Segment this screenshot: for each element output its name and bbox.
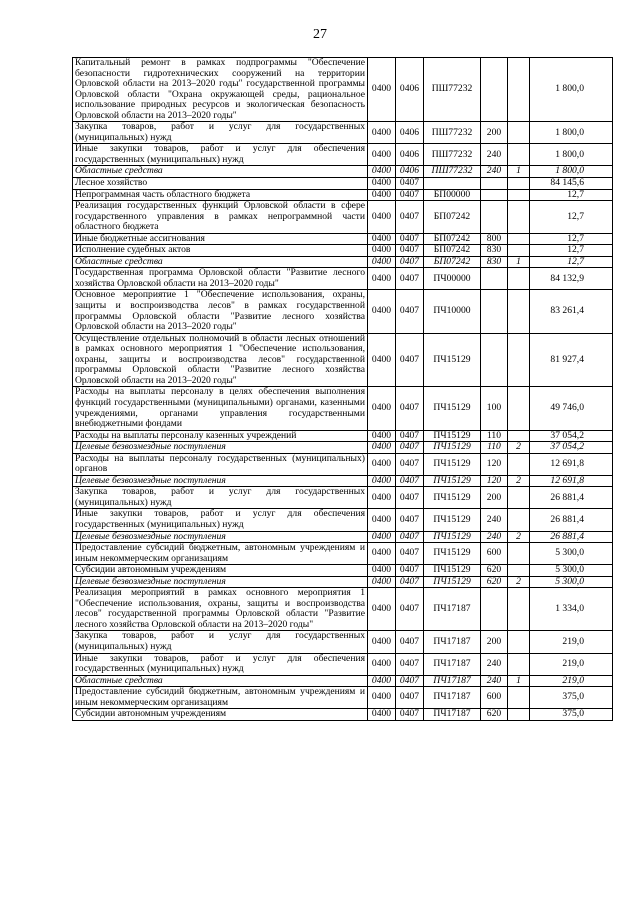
amount-cell: 12,7	[530, 256, 613, 268]
subsection-code-cell: 0407	[396, 487, 424, 509]
amount-cell: 12 691,8	[530, 475, 613, 487]
section-code-cell: 0400	[368, 675, 396, 687]
funding-source-cell	[508, 333, 530, 387]
expense-type-cell: 110	[481, 430, 508, 442]
table-row	[73, 58, 613, 122]
target-article-cell: ПЧ15129	[424, 333, 481, 387]
funding-source-cell	[508, 245, 530, 257]
funding-source-cell	[508, 588, 530, 631]
table-row	[73, 576, 613, 588]
section-code-cell: 0400	[368, 509, 396, 531]
row-name-cell: Областные средства	[73, 256, 368, 268]
amount-cell: 37 054,2	[530, 442, 613, 454]
row-name-cell: Расходы на выплаты персоналу государственных (муниципальных) органов	[73, 453, 368, 475]
expense-type-cell: 800	[481, 233, 508, 245]
section-code-cell: 0400	[368, 166, 396, 178]
section-code-cell: 0400	[368, 653, 396, 675]
row-name-cell: Иные бюджетные ассигнования	[73, 233, 368, 245]
funding-source-cell	[508, 487, 530, 509]
funding-source-cell	[508, 543, 530, 565]
row-name-cell: Реализация мероприятий в рамках основного мероприятия 1 "Обеспечение использования, охраны, защиты и воспроизводства лесов" государственной программы Орловской области "Развитие лесного хозяйства Орловской области на 2013–2020 годы"	[73, 588, 368, 631]
section-code-cell: 0400	[368, 442, 396, 454]
expense-type-cell: 200	[481, 631, 508, 653]
target-article-cell: ПЧ17187	[424, 653, 481, 675]
subsection-code-cell: 0406	[396, 58, 424, 122]
subsection-code-cell: 0407	[396, 268, 424, 290]
expense-type-cell	[481, 268, 508, 290]
funding-source-cell	[508, 178, 530, 190]
table-row	[73, 430, 613, 442]
subsection-code-cell: 0407	[396, 333, 424, 387]
target-article-cell: ПЧ15129	[424, 430, 481, 442]
expense-type-cell: 120	[481, 475, 508, 487]
row-name-cell: Субсидии автономным учреждениям	[73, 709, 368, 721]
row-name-cell: Осуществление отдельных полномочий в области лесных отношений в рамках основного мероприятия 1 "Обеспечение использования, охраны, защиты и воспроизводства лесов" государственной программы Орловской области "Развитие лесного хозяйства Орловской области на 2013–2020 годы"	[73, 333, 368, 387]
expense-type-cell: 830	[481, 256, 508, 268]
amount-cell: 219,0	[530, 631, 613, 653]
section-code-cell: 0400	[368, 189, 396, 201]
expense-type-cell: 110	[481, 442, 508, 454]
funding-source-cell	[508, 189, 530, 201]
subsection-code-cell: 0407	[396, 653, 424, 675]
funding-source-cell	[508, 509, 530, 531]
target-article-cell: ПЧ15129	[424, 475, 481, 487]
table-row	[73, 543, 613, 565]
funding-source-cell	[508, 387, 530, 430]
section-code-cell: 0400	[368, 430, 396, 442]
section-code-cell: 0400	[368, 687, 396, 709]
expense-type-cell: 200	[481, 122, 508, 144]
funding-source-cell: 2	[508, 576, 530, 588]
subsection-code-cell: 0407	[396, 189, 424, 201]
subsection-code-cell: 0407	[396, 509, 424, 531]
section-code-cell: 0400	[368, 256, 396, 268]
amount-cell: 84 145,6	[530, 178, 613, 190]
funding-source-cell	[508, 653, 530, 675]
funding-source-cell	[508, 687, 530, 709]
section-code-cell: 0400	[368, 333, 396, 387]
subsection-code-cell: 0407	[396, 675, 424, 687]
table-row	[73, 509, 613, 531]
section-code-cell: 0400	[368, 631, 396, 653]
amount-cell: 5 300,0	[530, 565, 613, 577]
target-article-cell: ПЧ15129	[424, 387, 481, 430]
target-article-cell: ПШ77232	[424, 166, 481, 178]
funding-source-cell: 1	[508, 675, 530, 687]
amount-cell: 1 800,0	[530, 144, 613, 166]
table-row	[73, 687, 613, 709]
table-row	[73, 631, 613, 653]
target-article-cell: ПЧ15129	[424, 509, 481, 531]
table-row	[73, 189, 613, 201]
amount-cell: 1 800,0	[530, 58, 613, 122]
subsection-code-cell: 0407	[396, 442, 424, 454]
amount-cell: 12,7	[530, 245, 613, 257]
funding-source-cell: 2	[508, 442, 530, 454]
section-code-cell: 0400	[368, 233, 396, 245]
subsection-code-cell: 0406	[396, 166, 424, 178]
amount-cell: 375,0	[530, 709, 613, 721]
expense-type-cell: 240	[481, 675, 508, 687]
expense-type-cell: 240	[481, 509, 508, 531]
subsection-code-cell: 0407	[396, 565, 424, 577]
row-name-cell: Расходы на выплаты персоналу в целях обеспечения выполнения функций государственными (муниципальными) органами, казенными учреждениями, органами управления государственными внебюджетными фондами	[73, 387, 368, 430]
row-name-cell: Реализация государственных функций Орловской области в сфере государственного управления в рамках непрограммной части областного бюджета	[73, 201, 368, 234]
expense-type-cell	[481, 201, 508, 234]
row-name-cell: Целевые безвозмездные поступления	[73, 442, 368, 454]
expense-type-cell: 240	[481, 166, 508, 178]
funding-source-cell	[508, 144, 530, 166]
expense-type-cell: 830	[481, 245, 508, 257]
table-row	[73, 475, 613, 487]
funding-source-cell	[508, 709, 530, 721]
subsection-code-cell: 0407	[396, 631, 424, 653]
row-name-cell: Непрограммная часть областного бюджета	[73, 189, 368, 201]
amount-cell: 1 334,0	[530, 588, 613, 631]
target-article-cell: ПЧ15129	[424, 543, 481, 565]
target-article-cell: ПШ77232	[424, 122, 481, 144]
amount-cell: 26 881,4	[530, 531, 613, 543]
expense-type-cell: 620	[481, 709, 508, 721]
row-name-cell: Иные закупки товаров, работ и услуг для обеспечения государственных (муниципальных) нужд	[73, 144, 368, 166]
target-article-cell: ПЧ17187	[424, 588, 481, 631]
budget-table-body	[73, 58, 613, 721]
section-code-cell: 0400	[368, 245, 396, 257]
subsection-code-cell: 0407	[396, 531, 424, 543]
table-row	[73, 333, 613, 387]
amount-cell: 375,0	[530, 687, 613, 709]
row-name-cell: Целевые безвозмездные поступления	[73, 475, 368, 487]
target-article-cell: ПЧ00000	[424, 268, 481, 290]
amount-cell: 37 054,2	[530, 430, 613, 442]
funding-source-cell	[508, 430, 530, 442]
target-article-cell: БП07242	[424, 201, 481, 234]
section-code-cell: 0400	[368, 387, 396, 430]
target-article-cell: ПЧ15129	[424, 487, 481, 509]
funding-source-cell: 1	[508, 166, 530, 178]
subsection-code-cell: 0407	[396, 256, 424, 268]
table-row	[73, 166, 613, 178]
row-name-cell: Предоставление субсидий бюджетным, автономным учреждениям и иным некоммерческим организациям	[73, 687, 368, 709]
row-name-cell: Закупка товаров, работ и услуг для государственных (муниципальных) нужд	[73, 631, 368, 653]
subsection-code-cell: 0407	[396, 178, 424, 190]
subsection-code-cell: 0407	[396, 709, 424, 721]
expense-type-cell: 600	[481, 687, 508, 709]
row-name-cell: Предоставление субсидий бюджетным, автономным учреждениям и иным некоммерческим организациям	[73, 543, 368, 565]
funding-source-cell	[508, 290, 530, 333]
table-row	[73, 442, 613, 454]
table-row	[73, 453, 613, 475]
subsection-code-cell: 0407	[396, 387, 424, 430]
target-article-cell: БП07242	[424, 245, 481, 257]
row-name-cell: Иные закупки товаров, работ и услуг для обеспечения государственных (муниципальных) нужд	[73, 509, 368, 531]
amount-cell: 1 800,0	[530, 166, 613, 178]
table-row	[73, 233, 613, 245]
subsection-code-cell: 0407	[396, 576, 424, 588]
row-name-cell: Исполнение судебных актов	[73, 245, 368, 257]
expense-type-cell: 240	[481, 653, 508, 675]
table-row	[73, 256, 613, 268]
section-code-cell: 0400	[368, 576, 396, 588]
expense-type-cell: 240	[481, 531, 508, 543]
amount-cell: 26 881,4	[530, 487, 613, 509]
amount-cell: 5 300,0	[530, 543, 613, 565]
expense-type-cell: 600	[481, 543, 508, 565]
row-name-cell: Областные средства	[73, 675, 368, 687]
amount-cell: 83 261,4	[530, 290, 613, 333]
amount-cell: 81 927,4	[530, 333, 613, 387]
expense-type-cell	[481, 588, 508, 631]
expense-type-cell: 200	[481, 487, 508, 509]
table-row	[73, 178, 613, 190]
target-article-cell: ПЧ17187	[424, 709, 481, 721]
expense-type-cell	[481, 290, 508, 333]
row-name-cell: Субсидии автономным учреждениям	[73, 565, 368, 577]
subsection-code-cell: 0407	[396, 453, 424, 475]
subsection-code-cell: 0407	[396, 430, 424, 442]
row-name-cell: Расходы на выплаты персоналу казенных учреждений	[73, 430, 368, 442]
amount-cell: 219,0	[530, 653, 613, 675]
target-article-cell: ПЧ15129	[424, 531, 481, 543]
table-row	[73, 122, 613, 144]
row-name-cell: Основное мероприятие 1 "Обеспечение использования, охраны, защиты и воспроизводства лесов" в рамках государственной программы Орловской области "Развитие лесного хозяйства Орловской области на 2013–2020 годы"	[73, 290, 368, 333]
expense-type-cell: 620	[481, 565, 508, 577]
page-number: 27	[313, 27, 327, 42]
table-row	[73, 709, 613, 721]
subsection-code-cell: 0406	[396, 144, 424, 166]
target-article-cell: ПЧ15129	[424, 442, 481, 454]
table-row	[73, 588, 613, 631]
target-article-cell	[424, 178, 481, 190]
table-row	[73, 531, 613, 543]
target-article-cell: ПЧ15129	[424, 576, 481, 588]
funding-source-cell	[508, 201, 530, 234]
amount-cell: 12,7	[530, 201, 613, 234]
target-article-cell: ПЧ17187	[424, 687, 481, 709]
section-code-cell: 0400	[368, 487, 396, 509]
row-name-cell: Закупка товаров, работ и услуг для государственных (муниципальных) нужд	[73, 487, 368, 509]
funding-source-cell	[508, 565, 530, 577]
funding-source-cell	[508, 631, 530, 653]
row-name-cell: Областные средства	[73, 166, 368, 178]
subsection-code-cell: 0407	[396, 290, 424, 333]
subsection-code-cell: 0407	[396, 543, 424, 565]
amount-cell: 219,0	[530, 675, 613, 687]
subsection-code-cell: 0407	[396, 245, 424, 257]
section-code-cell: 0400	[368, 201, 396, 234]
row-name-cell: Государственная программа Орловской области "Развитие лесного хозяйства Орловской области на 2013–2020 годы"	[73, 268, 368, 290]
expense-type-cell: 240	[481, 144, 508, 166]
amount-cell: 5 300,0	[530, 576, 613, 588]
table-row	[73, 487, 613, 509]
section-code-cell: 0400	[368, 268, 396, 290]
row-name-cell: Целевые безвозмездные поступления	[73, 576, 368, 588]
section-code-cell: 0400	[368, 58, 396, 122]
funding-source-cell	[508, 233, 530, 245]
expense-type-cell	[481, 58, 508, 122]
subsection-code-cell: 0407	[396, 588, 424, 631]
funding-source-cell: 2	[508, 531, 530, 543]
section-code-cell: 0400	[368, 178, 396, 190]
amount-cell: 12,7	[530, 189, 613, 201]
target-article-cell: БП00000	[424, 189, 481, 201]
section-code-cell: 0400	[368, 144, 396, 166]
funding-source-cell	[508, 268, 530, 290]
funding-source-cell: 2	[508, 475, 530, 487]
target-article-cell: ПЧ17187	[424, 675, 481, 687]
expense-type-cell	[481, 333, 508, 387]
table-row	[73, 653, 613, 675]
expense-type-cell: 100	[481, 387, 508, 430]
target-article-cell: ПЧ17187	[424, 631, 481, 653]
target-article-cell: ПШ77232	[424, 144, 481, 166]
section-code-cell: 0400	[368, 531, 396, 543]
expense-type-cell	[481, 178, 508, 190]
table-row	[73, 268, 613, 290]
amount-cell: 1 800,0	[530, 122, 613, 144]
section-code-cell: 0400	[368, 475, 396, 487]
amount-cell: 26 881,4	[530, 509, 613, 531]
row-name-cell: Целевые безвозмездные поступления	[73, 531, 368, 543]
subsection-code-cell: 0407	[396, 687, 424, 709]
row-name-cell: Закупка товаров, работ и услуг для государственных (муниципальных) нужд	[73, 122, 368, 144]
funding-source-cell	[508, 58, 530, 122]
funding-source-cell	[508, 122, 530, 144]
target-article-cell: ПЧ15129	[424, 565, 481, 577]
table-row	[73, 245, 613, 257]
section-code-cell: 0400	[368, 565, 396, 577]
amount-cell: 84 132,9	[530, 268, 613, 290]
target-article-cell: ПЧ10000	[424, 290, 481, 333]
expense-type-cell: 120	[481, 453, 508, 475]
amount-cell: 49 746,0	[530, 387, 613, 430]
section-code-cell: 0400	[368, 122, 396, 144]
funding-source-cell	[508, 453, 530, 475]
table-row	[73, 290, 613, 333]
subsection-code-cell: 0407	[396, 233, 424, 245]
funding-source-cell: 1	[508, 256, 530, 268]
amount-cell: 12,7	[530, 233, 613, 245]
table-row	[73, 144, 613, 166]
table-row	[73, 565, 613, 577]
target-article-cell: ПШ77232	[424, 58, 481, 122]
section-code-cell: 0400	[368, 709, 396, 721]
row-name-cell: Иные закупки товаров, работ и услуг для обеспечения государственных (муниципальных) нужд	[73, 653, 368, 675]
row-name-cell: Капитальный ремонт в рамках подпрограммы "Обеспечение безопасности гидротехнических сооружений на территории Орловской области на 2013–2020 годы" государственной программы Орловской области "Охрана окружающей среды, рациональное использование природных ресурсов и экологическая безопасность Орловской области на 2013–2020 годы"	[73, 58, 368, 122]
expense-type-cell	[481, 189, 508, 201]
amount-cell: 12 691,8	[530, 453, 613, 475]
subsection-code-cell: 0406	[396, 122, 424, 144]
subsection-code-cell: 0407	[396, 201, 424, 234]
table-row	[73, 675, 613, 687]
target-article-cell: БП07242	[424, 256, 481, 268]
subsection-code-cell: 0407	[396, 475, 424, 487]
table-row	[73, 201, 613, 234]
budget-table	[72, 57, 613, 721]
row-name-cell: Лесное хозяйство	[73, 178, 368, 190]
section-code-cell: 0400	[368, 543, 396, 565]
table-row	[73, 387, 613, 430]
expense-type-cell: 620	[481, 576, 508, 588]
section-code-cell: 0400	[368, 588, 396, 631]
target-article-cell: ПЧ15129	[424, 453, 481, 475]
target-article-cell: БП07242	[424, 233, 481, 245]
section-code-cell: 0400	[368, 453, 396, 475]
section-code-cell: 0400	[368, 290, 396, 333]
